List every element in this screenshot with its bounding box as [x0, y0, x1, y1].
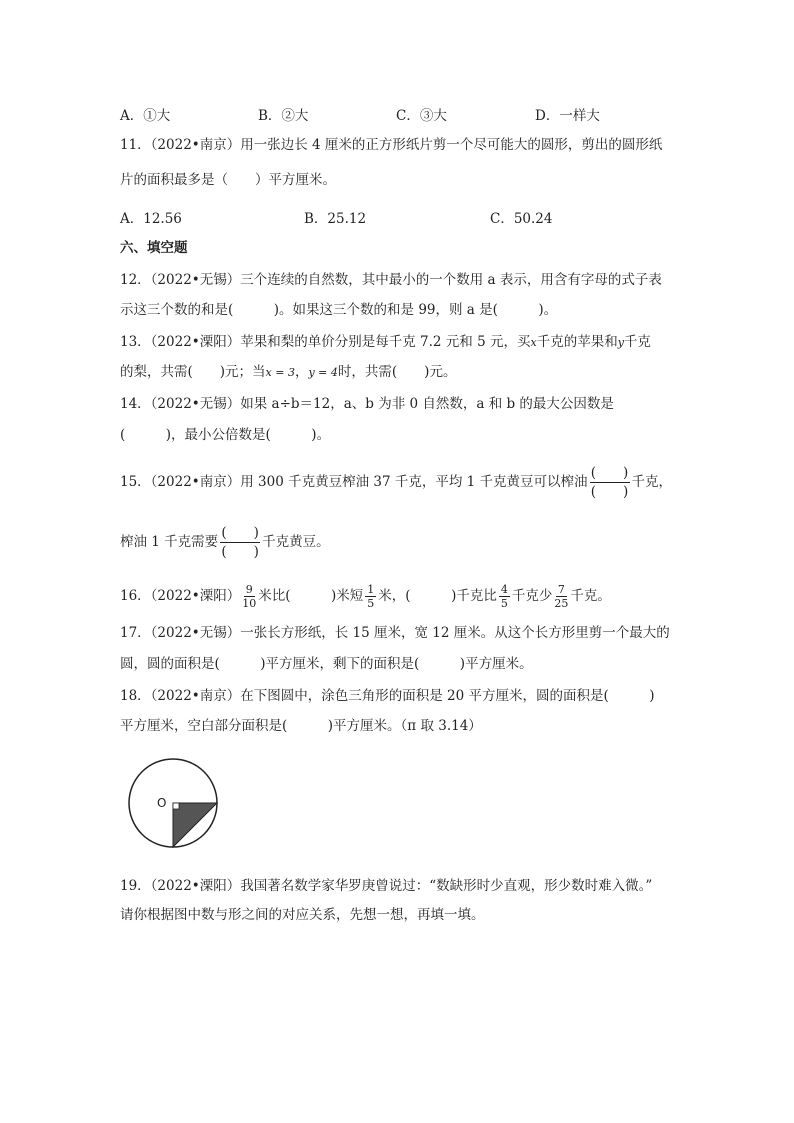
q13-text-d: 的梨，共需( )元；当 [120, 364, 266, 380]
right-angle-marker [173, 803, 179, 809]
q15-fraction-den-2: ( ) [221, 544, 259, 560]
q16-fraction-2 [365, 583, 376, 610]
q16-fraction-3 [499, 583, 510, 610]
q15-fraction-den-1: ( ) [590, 484, 629, 500]
q10-option-a: A．①大 [120, 108, 171, 124]
q16-fraction-1 [242, 583, 256, 610]
q13-text-a: 13．（2022•溧阳）苹果和梨的单价分别是每千克 7.2 元和 5 元，买 [120, 334, 531, 350]
q16-text-1: 米比( )米短 [258, 588, 364, 604]
center-label-o: O [157, 796, 167, 810]
q16-f1-den: 10 [242, 597, 257, 610]
q15-fraction-num-1: ( ) [590, 465, 629, 481]
q15-line1 [120, 462, 672, 502]
q18-line2: 平方厘米，空白部分面积是( )平方厘米。（π 取 3.14） [120, 718, 482, 734]
q16-text-4: 千克。 [570, 588, 611, 604]
q15-fraction-blank-1 [590, 464, 630, 501]
q17-line2: 圆，圆的面积是( )平方厘米，剩下的面积是( )平方厘米。 [120, 656, 533, 672]
q13-line2 [120, 362, 456, 383]
q13-text-b: 千克的苹果和 [536, 334, 618, 350]
q16-line [120, 578, 611, 614]
q13-var-y: y [617, 336, 624, 349]
q13-text-c: 千克 [623, 334, 651, 350]
q17-line1: 17．（2022•无锡）一张长方形纸，长 15 厘米，宽 12 厘米。从这个长方形里剪一个最大的 [120, 625, 670, 641]
q15-text-c: 榨油 1 千克需要 [120, 534, 219, 550]
q16-f1-num: 9 [245, 583, 253, 596]
q19-line1: 19．（2022•溧阳）我国著名数学家华罗庚曾说过：“数缺形时少直观，形少数时难入微。” [120, 878, 653, 894]
q16-f2-den: 5 [367, 597, 375, 610]
q15-line2 [120, 522, 330, 562]
q15-text-a: 15．（2022•南京）用 300 千克黄豆榨油 37 千克，平均 1 千克黄豆可以榨油 [120, 474, 588, 490]
q11-option-b: B．25.12 [304, 211, 367, 227]
q16-f4-num: 7 [557, 583, 565, 596]
q13-comma: ， [294, 364, 309, 380]
q16-prefix: 16．（2022•溧阳） [120, 588, 241, 604]
q16-f3-den: 5 [500, 597, 508, 610]
q11-option-c: C．50.24 [490, 211, 553, 227]
q12-line1: 12．（2022•无锡）三个连续的自然数，其中最小的一个数用 a 表示，用含有字母的式子表 [120, 272, 662, 288]
q10-option-b: B．②大 [258, 108, 309, 124]
q13-text-e: 时，共需( )元。 [337, 364, 457, 380]
q11-line2: 片的面积最多是（ ）平方厘米。 [120, 172, 336, 188]
q10-option-d: D．一样大 [535, 108, 600, 124]
q16-fraction-4 [554, 583, 568, 610]
q11-line1: 11．（2022•南京）用一张边长 4 厘米的正方形纸片剪一个尽可能大的圆形，剪出的圆形纸 [120, 137, 663, 153]
q16-text-2: 米，( )千克比 [378, 588, 497, 604]
q19-line2: 请你根据图中数与形之间的对应关系，先想一想，再填一填。 [120, 907, 485, 923]
q18-circle-figure [125, 755, 221, 851]
q13-var-x: x [530, 336, 537, 349]
q15-text-b: 千克， [631, 474, 673, 490]
q16-f3-num: 4 [500, 583, 508, 596]
q13-line1 [120, 332, 651, 353]
q15-fraction-num-2: ( ) [221, 525, 259, 541]
q12-line2: 示这三个数的和是( )。如果这三个数的和是 99，则 a 是( )。 [120, 302, 558, 318]
q13-y-value: y = 4 [308, 366, 338, 379]
q14-line2: ( )，最小公倍数是( )。 [120, 427, 331, 443]
q10-option-c: C．③大 [396, 108, 447, 124]
q11-option-a: A．12.56 [120, 211, 182, 227]
q16-text-3: 千克少 [511, 588, 553, 604]
section-title: 六、填空题 [120, 240, 188, 256]
q14-line1: 14．（2022•无锡）如果 a÷b＝12，a、b 为非 0 自然数，a 和 b 的最大公因数是 [120, 396, 614, 412]
q16-f4-den: 25 [554, 597, 569, 610]
q15-text-d: 千克黄豆。 [262, 534, 330, 550]
q15-fraction-blank-2 [220, 524, 260, 561]
q13-x-value: x = 3 [265, 366, 295, 379]
q18-line1: 18．（2022•南京）在下图圆中，涂色三角形的面积是 20 平方厘米，圆的面积是( ) [120, 688, 655, 704]
q16-f2-num: 1 [367, 583, 375, 596]
